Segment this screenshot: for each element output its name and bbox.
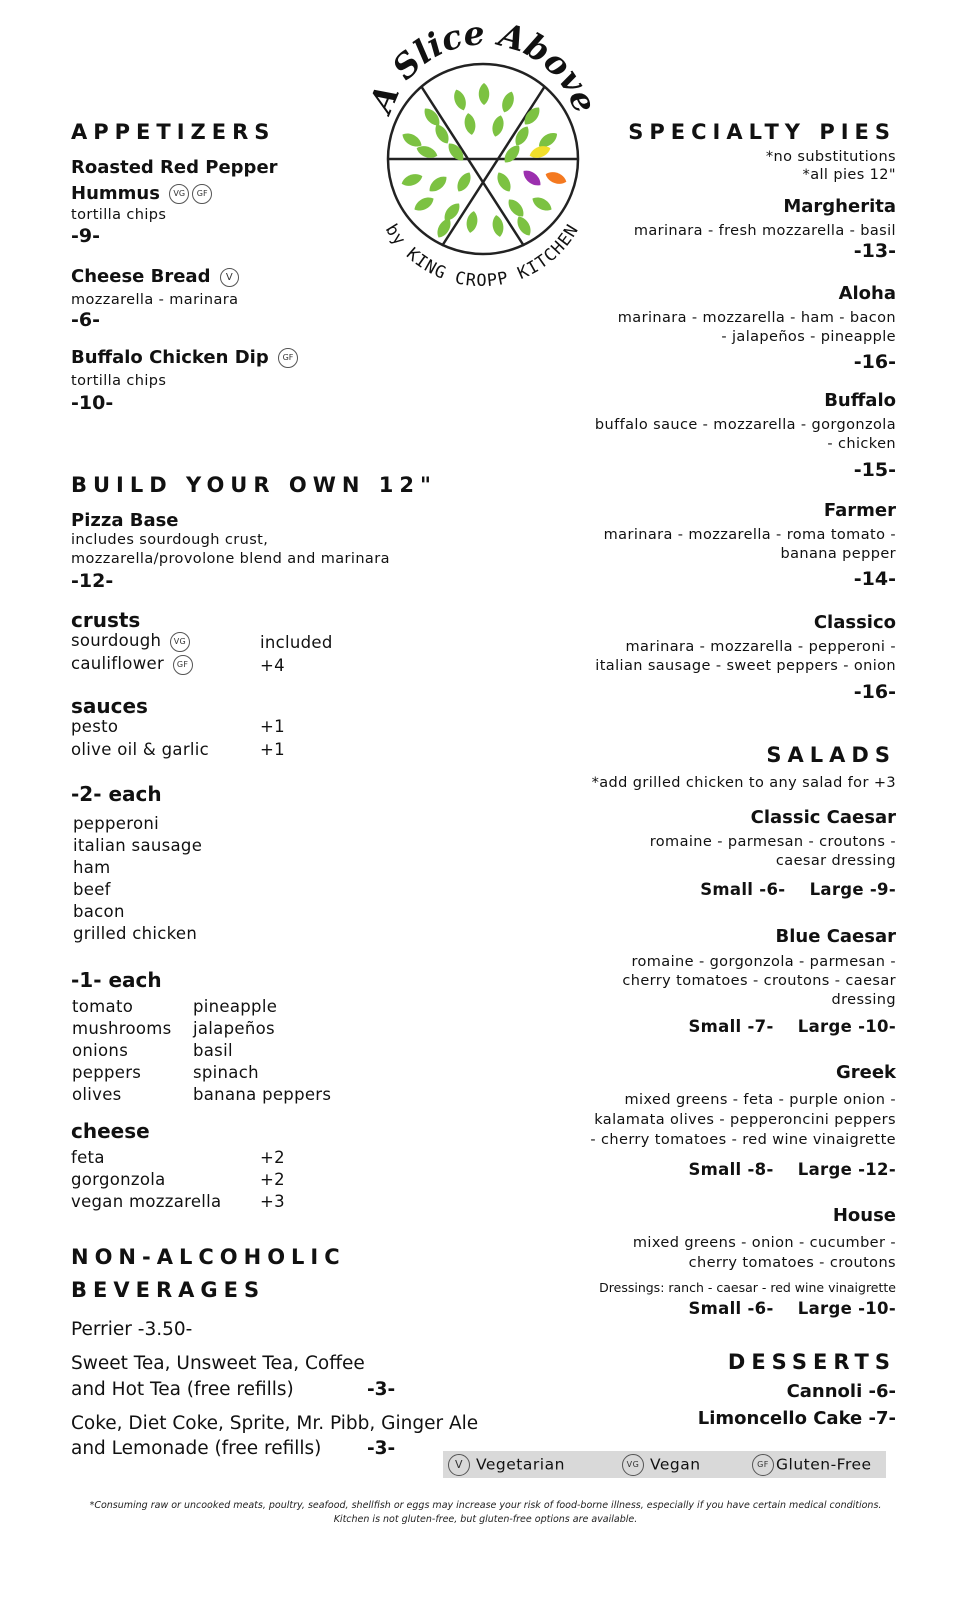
pie-aloha-desc-2: - jalapeños - pineapple	[721, 329, 896, 345]
topping-item: tomato	[72, 997, 134, 1016]
salad-blue-caesar-name: Blue Caesar	[775, 926, 896, 947]
salad-large-price: Large -9-	[809, 880, 896, 899]
leaf-icon	[432, 122, 452, 146]
pie-margherita-desc: marinara - fresh mozzarella - basil	[633, 223, 896, 239]
leaf-icon	[490, 114, 506, 138]
leaf-icon	[512, 124, 532, 148]
salad-house-desc-2: cherry tomatoes - croutons	[688, 1255, 896, 1271]
beverage-tea-price: -3-	[367, 1379, 396, 1400]
salad-classic-caesar-name: Classic Caesar	[750, 807, 896, 828]
topping-list-two	[73, 813, 202, 945]
desserts-heading: DESSERTS	[727, 1350, 896, 1374]
vegetarian-badge-icon: V	[448, 1454, 470, 1476]
salad-large-price: Large -10-	[797, 1299, 896, 1318]
legend-vegetarian	[448, 1454, 565, 1476]
pie-classico-desc-2: italian sausage - sweet peppers - onion	[595, 658, 896, 674]
salad-house-prices	[688, 1298, 896, 1320]
pie-buffalo-price: -15-	[853, 459, 896, 481]
salad-large-price: Large -12-	[797, 1160, 896, 1179]
salad-greek-desc-3: - cherry tomatoes - red wine vinaigrette	[590, 1132, 896, 1148]
topping-item: olives	[72, 1085, 122, 1104]
beverage-soda-line1: Coke, Diet Coke, Sprite, Mr. Pibb, Ginger Ale	[71, 1413, 479, 1434]
leaf-icon	[499, 90, 516, 114]
leaf-icon	[465, 210, 479, 233]
topping-item: pepperoni	[73, 814, 159, 833]
salad-classic-caesar-desc-1: romaine - parmesan - croutons -	[649, 834, 896, 850]
appetizer-cheese-bread	[71, 266, 239, 287]
topping-item: grilled chicken	[73, 924, 198, 943]
salad-blue-caesar-prices	[688, 1016, 896, 1038]
leaf-icon	[491, 214, 505, 237]
salad-blue-caesar-desc-1: romaine - gorgonzola - parmesan -	[631, 954, 896, 970]
topping-item: spinach	[193, 1063, 259, 1082]
legend-gluten-free	[752, 1454, 872, 1476]
topping-item: pineapple	[193, 997, 278, 1016]
pie-aloha-desc-1: marinara - mozzarella - ham - bacon	[617, 310, 896, 326]
vegan-badge-icon: VG	[169, 184, 189, 204]
two-each-heading: -2- each	[71, 782, 162, 806]
cheese-price: +2	[260, 1170, 285, 1189]
leaf-icon	[451, 88, 468, 112]
leaf-icon	[434, 216, 454, 240]
byo-base-desc-2: mozzarella/provolone blend and marinara	[71, 551, 390, 567]
crust-cauliflower-name: cauliflower	[71, 654, 165, 673]
appetizer-hummus-name: Roasted Red Pepper	[71, 157, 278, 178]
topping-item: peppers	[72, 1063, 142, 1082]
cheese-item: vegan mozzarella	[71, 1192, 222, 1211]
cheese-item: feta	[71, 1148, 105, 1167]
leaf-icon	[530, 194, 554, 214]
pie-farmer-price: -14-	[853, 568, 896, 590]
beverages-heading-2: BEVERAGES	[71, 1278, 266, 1302]
byo-base-price: -12-	[71, 570, 114, 592]
appetizer-hummus-name-2	[71, 183, 212, 204]
salad-classic-caesar-prices	[700, 879, 896, 901]
byo-base-title: Pizza Base	[71, 510, 179, 531]
appetizer-hummus-price: -9-	[71, 225, 100, 247]
salad-large-price: Large -10-	[797, 1017, 896, 1036]
cheese-price: +3	[260, 1192, 285, 1211]
salad-house-dressings: Dressings: ranch - caesar - red wine vinaigrette	[599, 1280, 896, 1295]
footer-disclaimer-2: Kitchen is not gluten-free, but gluten-free options are available.	[333, 1514, 638, 1525]
pizza-logo-graphic	[372, 22, 594, 290]
pie-classico-name: Classico	[813, 612, 896, 633]
pie-classico-price: -16-	[853, 681, 896, 703]
vegan-badge-icon: VG	[170, 632, 190, 652]
leaf-icon	[400, 171, 424, 188]
pie-margherita-name: Margherita	[783, 196, 896, 217]
pie-classico-desc-1: marinara - mozzarella - pepperoni -	[625, 639, 896, 655]
salad-small-price: Small -7-	[688, 1017, 774, 1036]
topping-item: onions	[72, 1041, 129, 1060]
cheese-price: +2	[260, 1148, 285, 1167]
dessert-limoncello: Limoncello Cake -7-	[697, 1408, 896, 1429]
appetizer-cheese-bread-desc: mozzarella - marinara	[71, 292, 239, 308]
appetizer-buffalo-dip	[71, 347, 298, 368]
leaf-icon	[544, 169, 568, 186]
pie-farmer-desc-2: banana pepper	[780, 546, 896, 562]
crust-cauliflower	[71, 653, 193, 675]
svg-text:by KING CROPP KITCHEN: by KING CROPP KITCHEN	[380, 220, 584, 290]
cheese-item: gorgonzola	[71, 1170, 166, 1189]
leaf-icon	[505, 196, 527, 220]
specialty-note-2: *all pies 12"	[802, 167, 896, 183]
leaf-icon	[426, 173, 450, 195]
topping-item: italian sausage	[73, 836, 203, 855]
pie-farmer-name: Farmer	[823, 500, 896, 521]
legend-gluten-free-label: Gluten-Free	[776, 1455, 872, 1474]
salad-house-name: House	[832, 1205, 896, 1226]
one-each-heading: -1- each	[71, 968, 162, 992]
leaf-icon	[479, 83, 490, 105]
leaf-icon	[501, 142, 523, 166]
dessert-cannoli: Cannoli -6-	[786, 1381, 896, 1402]
pie-buffalo-name: Buffalo	[824, 390, 896, 411]
leaf-icon	[454, 170, 474, 194]
beverage-soda-price: -3-	[367, 1438, 396, 1459]
topping-item: bacon	[73, 902, 125, 921]
appetizer-buffalo-dip-name: Buffalo Chicken Dip	[71, 347, 269, 368]
salad-blue-caesar-desc-2: cherry tomatoes - croutons - caesar	[622, 973, 896, 989]
legend-vegetarian-label: Vegetarian	[476, 1455, 565, 1474]
gluten-free-badge-icon: GF	[278, 348, 298, 368]
appetizer-hummus-desc: tortilla chips	[71, 207, 167, 223]
logo	[372, 22, 594, 290]
gluten-free-badge-icon: GF	[173, 655, 193, 675]
salad-small-price: Small -6-	[700, 880, 786, 899]
cheese-names	[71, 1147, 221, 1213]
topping-item: ham	[73, 858, 111, 877]
pie-aloha-name: Aloha	[838, 283, 896, 304]
beverages-heading-1: NON-ALCOHOLIC	[71, 1245, 346, 1269]
crust-sourdough	[71, 630, 190, 652]
appetizer-cheese-bread-price: -6-	[71, 309, 100, 331]
pie-buffalo-desc-1: buffalo sauce - mozzarella - gorgonzola	[594, 417, 896, 433]
appetizer-hummus-name-line2: Hummus	[71, 183, 160, 204]
leaf-icon	[520, 167, 544, 189]
beverage-perrier: Perrier -3.50-	[71, 1319, 193, 1340]
sauce-oil-garlic-price: +1	[260, 740, 285, 759]
salad-classic-caesar-desc-2: caesar dressing	[775, 853, 896, 869]
topping-item: basil	[193, 1041, 233, 1060]
appetizer-cheese-bread-name: Cheese Bread	[71, 266, 211, 287]
cheese-heading: cheese	[71, 1119, 150, 1143]
sauce-oil-garlic-name: olive oil & garlic	[71, 740, 210, 759]
leaf-icon	[494, 170, 514, 194]
beverage-tea-line1: Sweet Tea, Unsweet Tea, Coffee	[71, 1353, 365, 1374]
cheese-prices	[260, 1147, 285, 1213]
legend-vegan	[622, 1454, 701, 1476]
footer-disclaimer-1: *Consuming raw or uncooked meats, poultry, seafood, shellfish or eggs may increase your risk of food-borne illness, especially if you have certain medical conditions.	[89, 1500, 882, 1511]
crust-cauliflower-price: +4	[260, 656, 285, 675]
vegetarian-badge-icon: V	[220, 268, 239, 287]
byo-base-desc-1: includes sourdough crust,	[71, 532, 269, 548]
beverage-tea-line2: and Hot Tea (free refills)	[71, 1379, 294, 1400]
salad-greek-desc-1: mixed greens - feta - purple onion -	[624, 1092, 896, 1108]
svg-text:A Slice Above: Slice Abov	[384, 22, 594, 100]
pie-margherita-price: -13-	[853, 240, 896, 262]
sauce-pesto-name: pesto	[71, 717, 119, 736]
salad-small-price: Small -8-	[688, 1160, 774, 1179]
salads-note: *add grilled chicken to any salad for +3	[591, 775, 896, 791]
topping-item: banana peppers	[193, 1085, 332, 1104]
appetizer-buffalo-dip-price: -10-	[71, 392, 114, 414]
salad-greek-prices	[688, 1159, 896, 1181]
vegan-badge-icon: VG	[622, 1454, 644, 1476]
topping-item: jalapeños	[193, 1019, 275, 1038]
specialty-note-1: *no substitutions	[765, 149, 896, 165]
crust-sourdough-name: sourdough	[71, 631, 162, 650]
leaf-icon	[412, 194, 436, 214]
salad-greek-name: Greek	[835, 1062, 896, 1083]
pie-farmer-desc-1: marinara - mozzarella - roma tomato -	[603, 527, 896, 543]
legend-vegan-label: Vegan	[650, 1455, 701, 1474]
salad-greek-desc-2: kalamata olives - pepperoncini peppers	[594, 1112, 896, 1128]
appetizers-heading: APPETIZERS	[71, 120, 276, 144]
pie-aloha-price: -16-	[853, 351, 896, 373]
topping-item: mushrooms	[72, 1019, 172, 1038]
crusts-heading: crusts	[71, 608, 141, 632]
topping-list-one-col1	[72, 996, 172, 1106]
specialty-heading: SPECIALTY PIES	[628, 120, 896, 144]
pie-buffalo-desc-2: - chicken	[827, 436, 896, 452]
salad-blue-caesar-desc-3: dressing	[831, 992, 896, 1008]
topping-item: beef	[73, 880, 111, 899]
salads-heading: SALADS	[766, 743, 896, 767]
byo-heading: BUILD YOUR OWN 12"	[71, 473, 437, 497]
dietary-legend	[443, 1451, 886, 1478]
leaf-icon	[463, 112, 477, 135]
salad-small-price: Small -6-	[688, 1299, 774, 1318]
sauce-pesto-price: +1	[260, 717, 285, 736]
topping-list-one-col2	[193, 996, 331, 1106]
gluten-free-badge-icon: GF	[752, 1454, 774, 1476]
gluten-free-badge-icon: GF	[192, 184, 212, 204]
crust-sourdough-price: included	[260, 633, 333, 652]
sauces-heading: sauces	[71, 694, 148, 718]
salad-house-desc-1: mixed greens - onion - cucumber -	[632, 1235, 896, 1251]
appetizer-buffalo-dip-desc: tortilla chips	[71, 373, 167, 389]
beverage-soda-line2: and Lemonade (free refills)	[71, 1438, 322, 1459]
